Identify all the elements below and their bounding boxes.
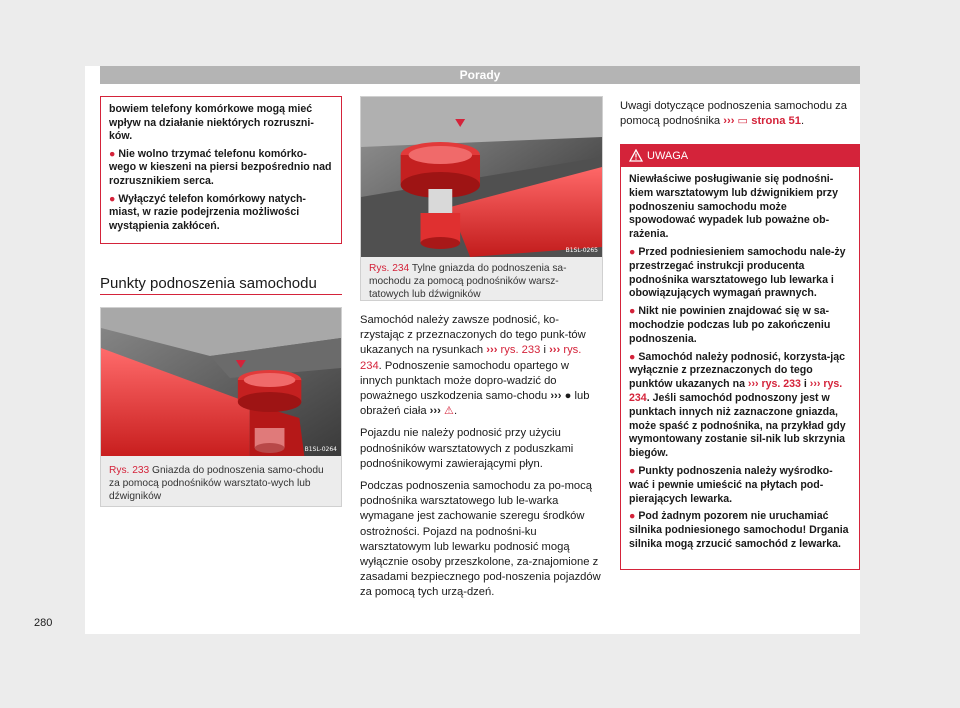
ref-arrow-icon: ››› bbox=[549, 344, 561, 357]
section-title: Punkty podnoszenia samochodu bbox=[100, 275, 317, 292]
section-divider bbox=[100, 294, 342, 295]
figure-233 bbox=[100, 307, 342, 507]
lifting-instructions bbox=[360, 313, 603, 608]
text: Uwagi dotyczące podnoszenia samochodu za pomocą podnośnika bbox=[620, 100, 847, 128]
paragraph: Samochód należy zawsze podnosić, ko-rzystając z przeznaczonych do tego punk-tów ukazanych na rysunkach ››› rys. 233 i ››› rys. 234. Podnoszenie samochodu opartego w innych punktach może dopro-wadzić do poważnego uszkodzenia samo-chodu ››› ● lub obrażeń ciała ››› ⚠. bbox=[360, 314, 590, 418]
warning-triangle-icon bbox=[629, 149, 643, 162]
page-header: Porady bbox=[100, 66, 860, 84]
warning-triangle-icon: ⚠ bbox=[443, 405, 454, 418]
ref-arrow-icon: ››› bbox=[809, 378, 821, 391]
bullet-icon: ● bbox=[109, 192, 116, 205]
ref-link-page-51[interactable]: strona 51 bbox=[751, 115, 801, 128]
lifting-point-illustration bbox=[101, 308, 341, 456]
warning-bullet bbox=[629, 351, 851, 461]
warning-title: UWAGA bbox=[647, 150, 689, 162]
figure-caption-text: Tylne gniazda do podnoszenia sa-mochodu za pomocą podnośników warsz-tatowych lub dźwigników bbox=[369, 263, 567, 300]
text: Pod żadnym pozorem nie uruchamiać silnika podniesionego samochodu! Drgania silnika mogą zrzucić samochód z lewarka. bbox=[629, 510, 849, 550]
paragraph: Podczas podnoszenia samochodu za po-mocą podnośnika warsztatowego lub le-warka wymagane jest zachowanie szeregu środków ostrożności. Pojazd na podnośni-ku warsztatowym lub lewarku podnosić mogą wyłącznie osoby przeszkolone, za-znajomione z zasadami bezpiecznego pod-noszenia pojazdów za pomocą tych urzą-dzeń. bbox=[360, 480, 601, 599]
text: i bbox=[543, 344, 546, 357]
warning-bullet bbox=[629, 465, 851, 506]
ref-arrow-icon: ››› bbox=[747, 378, 759, 391]
ref-link-rys-233[interactable]: rys. 233 bbox=[761, 378, 801, 391]
ref-arrow-icon: ››› bbox=[429, 405, 441, 418]
figure-caption bbox=[369, 263, 594, 301]
bullet-icon: ● bbox=[629, 510, 636, 523]
ref-arrow-icon: ››› bbox=[550, 390, 562, 403]
figure-code: B1SL-0264 bbox=[304, 446, 337, 453]
bullet-icon: ● bbox=[629, 350, 636, 363]
figure-ref: Rys. 234 bbox=[369, 263, 410, 274]
notice-bullet-text: Wyłączyć telefon komórkowy natych-miast, w razie podejrzenia możliwości wystąpienia zakłóceń. bbox=[109, 192, 306, 232]
notice-bullet bbox=[109, 193, 333, 234]
info-circle-icon: ● bbox=[564, 390, 572, 403]
text: Przed podniesieniem samochodu nale-ży przestrzegać instrukcji producenta podnośnika warsztatowego lub lewarka i obowiązujących wymagań prawnych. bbox=[629, 245, 846, 300]
paragraph: Pojazdu nie należy podnosić przy użyciu podnośników warsztatowych z poduszkami podnośnikowymi zawierającymi płyn. bbox=[360, 427, 574, 470]
text: Samochód należy zawsze podnosić, ko-rzystając z przeznaczonych do tego punk-tów ukazanych na rysunkach bbox=[360, 314, 586, 357]
bullet-icon: ● bbox=[629, 464, 636, 477]
bullet-icon: ● bbox=[109, 147, 116, 160]
warning-text: Niewłaściwe posługiwanie się podnośni-kiem warsztatowym lub dźwignikiem przy podnoszeniu samochodu może spowodować wypadek lub poważne ob-rażenia. bbox=[629, 173, 838, 241]
figure-caption bbox=[109, 465, 333, 503]
figure-234 bbox=[360, 96, 603, 301]
ref-link-rys-234[interactable]: rys. 234 bbox=[629, 378, 843, 404]
figure-ref: Rys. 233 bbox=[109, 465, 150, 476]
notice-bullet-text: Nie wolno trzymać telefonu komórko-wego w kieszeni na piersi bezpośrednio nad rozrusznikiem serca. bbox=[109, 147, 332, 187]
text: . Podnoszenie samochodu opartego w innych punktach może dopro-wadzić do poważnego uszkodzenia samo-chodu bbox=[360, 359, 569, 403]
warning-bullet bbox=[629, 246, 851, 301]
text: Nikt nie powinien znajdować się w sa-mochodzie podczas lub po zakończeniu podnoszenia. bbox=[629, 305, 831, 345]
warning-bullet bbox=[629, 305, 851, 346]
warning-box bbox=[620, 144, 860, 570]
text: Punkty podnoszenia należy wyśrodko-wać i pewnie umieścić na płytach pod-pierających lewarka. bbox=[629, 464, 833, 505]
ref-arrow-icon: ››› bbox=[486, 344, 498, 357]
lifting-note: Uwagi dotyczące podnoszenia samochodu za pomocą podnośnika ››› ▭ strona 51. bbox=[620, 100, 847, 128]
warning-bullet bbox=[629, 510, 851, 551]
ref-arrow-icon: ››› bbox=[723, 115, 735, 128]
text: i bbox=[803, 378, 807, 391]
bullet-icon: ● bbox=[629, 305, 636, 318]
text: lub obrażeń ciała bbox=[360, 390, 590, 418]
bullet-icon: ● bbox=[629, 245, 636, 258]
text: . Jeśli samochód podnoszony jest w punktach innych niż zaznaczone gniazda, może spaść z podnośnika, na przykład gdy wymontowany zostanie sil-nik lub skrzynia biegów. bbox=[629, 391, 846, 460]
ref-link-rys-234[interactable]: rys. 234 bbox=[360, 344, 582, 372]
page-number: 280 bbox=[34, 617, 53, 629]
book-icon: ▭ bbox=[737, 115, 749, 128]
ref-link-rys-233[interactable]: rys. 233 bbox=[500, 344, 541, 357]
notice-text: bowiem telefony komórkowe mogą mieć wpływ na działanie niektórych rozruszni-ków. bbox=[109, 103, 314, 143]
warning-header bbox=[621, 145, 859, 167]
rear-lifting-point-illustration bbox=[361, 97, 602, 257]
figure-code: B1SL-0265 bbox=[565, 247, 598, 254]
notice-box bbox=[100, 96, 342, 244]
notice-bullet bbox=[109, 148, 333, 189]
text: Samochód należy podnosić, korzysta-jąc wyłącznie z przeznaczonych do tego punktów ukazanych na bbox=[629, 350, 845, 391]
warning-body bbox=[621, 167, 859, 562]
figure-caption-text: Gniazda do podnoszenia samo-chodu za pomocą podnośników warsztato-wych lub dźwigników bbox=[109, 465, 324, 502]
